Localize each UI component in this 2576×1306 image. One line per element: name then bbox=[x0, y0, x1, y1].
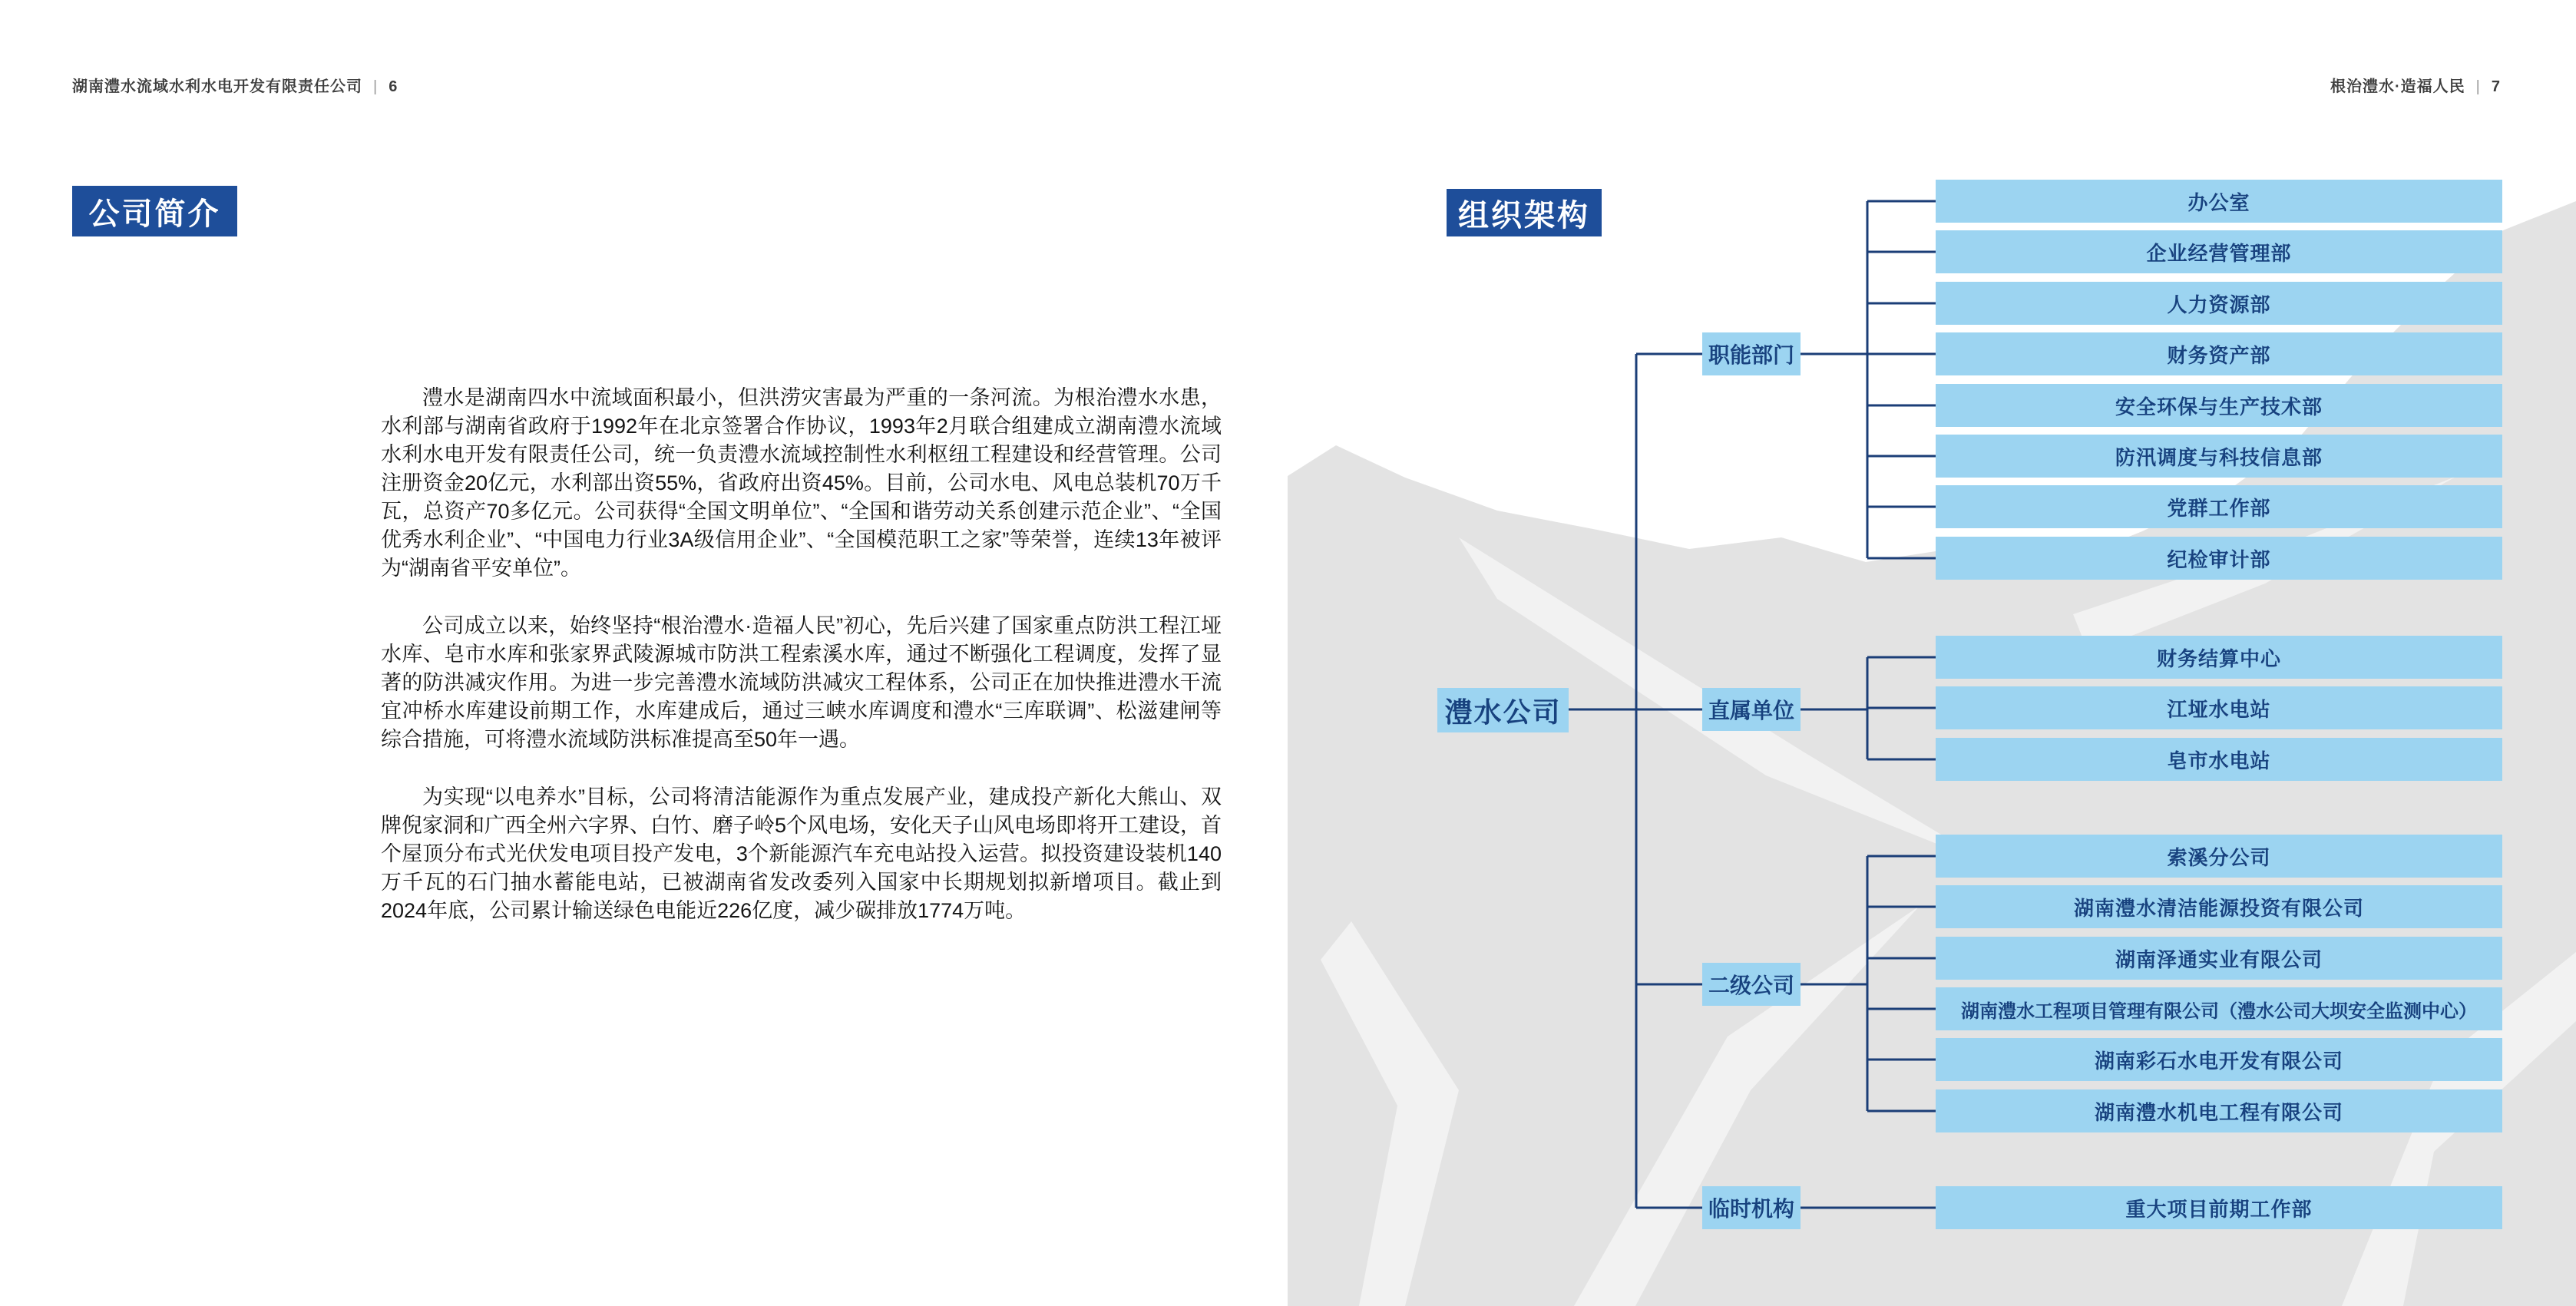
slogan: 根治澧水·造福人民 bbox=[2330, 78, 2465, 95]
org-box-jiangya-hydropower: 江垭水电站 bbox=[1936, 686, 2502, 729]
org-branch-subsidiaries: 二级公司 bbox=[1702, 963, 1801, 1006]
org-box-safety-production: 安全环保与生产技术部 bbox=[1936, 384, 2502, 427]
org-box-zaoshi-hydropower: 皂市水电站 bbox=[1936, 738, 2502, 781]
intro-paragraph-3: 为实现“以电养水”目标，公司将清洁能源作为重点发展产业，建成投产新化大熊山、双牌倪家洞和广西全州六字界、白竹、磨子岭5个风电场，安化天子山风电场即将开工建设，首个屋顶分布式光伏发电项目投产发电，3个新能源汽车充电站投入运营。拟投资建设装机140万千瓦的石门抽水蓄能电站，已被湖南省发改委列入国家中长期规划拟新增项目。截止到2024年底，公司累计输送绿色电能近226亿度，减少碳排放1774万吨。 bbox=[381, 785, 1222, 922]
org-box-flood-dispatch-tech: 防汛调度与科技信息部 bbox=[1936, 435, 2502, 478]
org-box-human-resources: 人力资源部 bbox=[1936, 282, 2502, 325]
header-separator: | bbox=[373, 78, 379, 95]
header-separator: | bbox=[2475, 78, 2481, 95]
org-branch-direct-units: 直属单位 bbox=[1702, 688, 1801, 731]
org-box-business-management: 企业经营管理部 bbox=[1936, 230, 2502, 273]
company-name: 湖南澧水流域水利水电开发有限责任公司 bbox=[72, 78, 362, 95]
org-box-discipline-audit: 纪检审计部 bbox=[1936, 537, 2502, 580]
org-branch-functional-depts: 职能部门 bbox=[1702, 332, 1801, 375]
intro-paragraph-1: 澧水是湖南四水中流域面积最小，但洪涝灾害最为严重的一条河流。为根治澧水水患，水利部与湖南省政府于1992年在北京签署合作协议，1993年2月联合组建成立湖南澧水流域水利水电开发有限责任公司，统一负责澧水流域控制性水利枢纽工程建设和经营管理。公司注册资金20亿元，水利部出资55%，省政府出资45%。目前，公司水电、风电总装机70万千瓦，总资产70多亿元。公司获得“全国文明单位”、“全国和谐劳动关系创建示范企业”、“全国优秀水利企业”、“中国电力行业3A级信用企业”、“全国模范职工之家”等荣誉，连续13年被评为“湖南省平安单位”。 bbox=[381, 386, 1222, 580]
org-box-caishi-hydropower-dev: 湖南彩石水电开发有限公司 bbox=[1936, 1038, 2502, 1081]
org-branch-temporary-orgs: 临时机构 bbox=[1702, 1186, 1801, 1229]
org-box-mech-electric-engineering: 湖南澧水机电工程有限公司 bbox=[1936, 1089, 2502, 1132]
org-box-finance-assets: 财务资产部 bbox=[1936, 332, 2502, 375]
org-box-project-management-dam-safety: 湖南澧水工程项目管理有限公司（澧水公司大坝安全监测中心） bbox=[1936, 987, 2502, 1030]
org-box-suoxi-branch: 索溪分公司 bbox=[1936, 835, 2502, 878]
org-box-clean-energy-investment: 湖南澧水清洁能源投资有限公司 bbox=[1936, 885, 2502, 928]
org-box-general-office: 办公室 bbox=[1936, 180, 2502, 223]
intro-paragraph-2: 公司成立以来，始终坚持“根治澧水·造福人民”初心，先后兴建了国家重点防洪工程江垭水库、皂市水库和张家界武陵源城市防洪工程索溪水库，通过不断强化工程调度，发挥了显著的防洪减灾作用。为进一步完善澧水流域防洪减灾工程体系，公司正在加快推进澧水干流宜冲桥水库建设前期工作，水库建成后，通过三峡水库调度和澧水“三库联调”、松滋建闸等综合措施，可将澧水流域防洪标准提高至50年一遇。 bbox=[381, 614, 1222, 751]
org-root-lishui-company: 澧水公司 bbox=[1437, 688, 1569, 732]
org-box-zetong-industrial: 湖南泽通实业有限公司 bbox=[1936, 937, 2502, 980]
page-number: 6 bbox=[389, 78, 398, 95]
org-box-party-mass-work: 党群工作部 bbox=[1936, 485, 2502, 528]
section-title-company-intro: 公司简介 bbox=[72, 186, 237, 236]
page-number: 7 bbox=[2491, 78, 2501, 95]
org-box-finance-settlement-center: 财务结算中心 bbox=[1936, 636, 2502, 679]
org-box-major-project-preliminary-dept: 重大项目前期工作部 bbox=[1936, 1186, 2502, 1229]
section-title-org-structure: 组织架构 bbox=[1447, 189, 1602, 236]
